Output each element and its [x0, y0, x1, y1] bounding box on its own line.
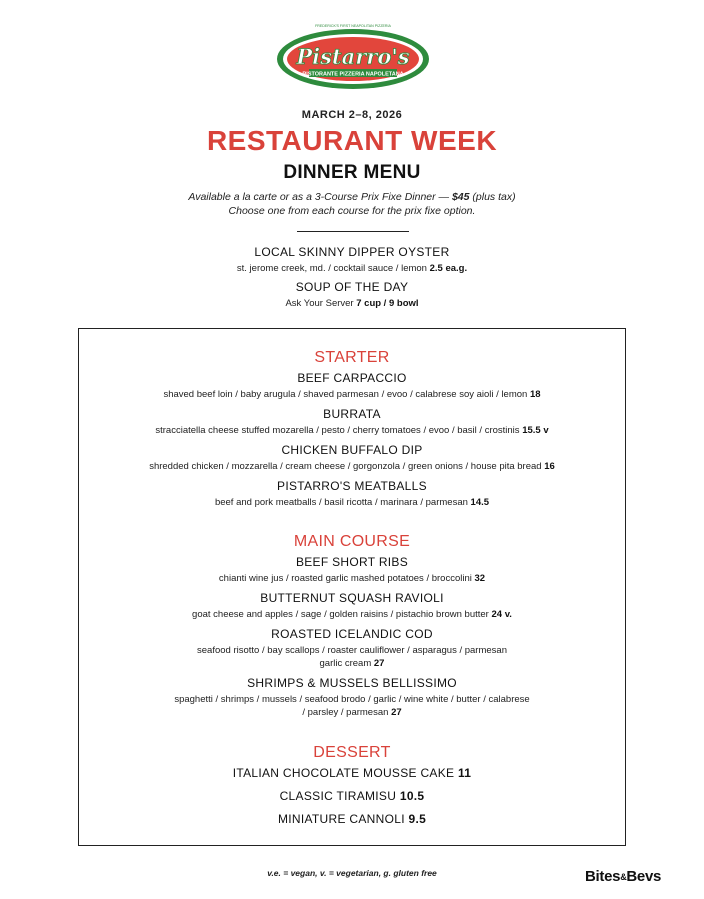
svg-text:RISTORANTE PIZZERIA NAPOLETANA: RISTORANTE PIZZERIA NAPOLETANA: [302, 71, 404, 78]
item-description: [79, 460, 625, 473]
item-name-text: MINIATURE CANNOLI: [277, 812, 409, 826]
item-desc-text: chianti wine jus / roasted garlic mashed potatoes / broccolini: [218, 573, 475, 584]
item-name: ROASTED ICELANDIC COD: [271, 627, 433, 641]
item-price: 16: [544, 461, 555, 472]
menu-item: [79, 591, 625, 621]
item-price: 2.5 ea.g.: [429, 263, 468, 274]
item-description: [79, 424, 625, 437]
menu-item: [79, 627, 625, 670]
item-price: 7 cup / 9 bowl: [356, 298, 419, 309]
item-desc-text: Ask Your Server: [285, 298, 357, 309]
menu-item: [79, 812, 625, 827]
starter-section: [79, 349, 625, 515]
item-price: 9.5: [408, 812, 427, 826]
item-description: [0, 262, 704, 275]
extras-section: [0, 245, 704, 315]
item-name: SOUP OF THE DAY: [295, 280, 409, 294]
svg-text:FREDERICK'S FIRST NEAPOLITAN P: FREDERICK'S FIRST NEAPOLITAN PIZZERIA: [315, 24, 391, 28]
menu-item: [79, 676, 625, 719]
item-name: BEEF SHORT RIBS: [295, 555, 409, 569]
item-description: [79, 572, 625, 585]
menu-item: [79, 443, 625, 473]
item-name: CHICKEN BUFFALO DIP: [281, 443, 423, 457]
item-desc-text: / parsley / parmesan: [302, 707, 392, 718]
menu-item: [79, 479, 625, 509]
item-desc-text: shredded chicken / mozzarella / cream cheese / gorgonzola / green onions / house pita bread: [149, 461, 545, 472]
section-heading: MAIN COURSE: [293, 533, 411, 550]
item-price: 24 v.: [491, 609, 512, 620]
item-name-text: ITALIAN CHOCOLATE MOUSSE CAKE: [232, 766, 458, 780]
section-heading: DESSERT: [313, 744, 391, 761]
item-price: 27: [373, 658, 385, 669]
item-price: 32: [474, 573, 486, 584]
menu-item: [0, 245, 704, 275]
item-name: [79, 766, 625, 781]
item-desc-text: goat cheese and apples / sage / golden raisins / pistachio brown butter: [192, 609, 492, 620]
menu-item: [79, 789, 625, 804]
item-name: SHRIMPS & MUSSELS BELLISSIMO: [247, 676, 457, 690]
item-name: BEEF CARPACCIO: [297, 371, 407, 385]
item-desc-text: seafood risotto / bay scallops / roaster cauliflower / asparagus / parmesan: [197, 645, 507, 656]
item-price: 10.5: [399, 789, 425, 803]
brand-part: Bevs: [626, 868, 662, 885]
item-price: 18: [529, 389, 541, 400]
item-desc-text: shaved beef loin / baby arugula / shaved parmesan / evoo / calabrese soy aioli / lemon: [163, 389, 530, 400]
dessert-section: [79, 744, 625, 835]
bites-and-bevs-logo: [585, 868, 661, 885]
item-price: 27: [391, 707, 402, 718]
section-heading: STARTER: [314, 349, 390, 366]
item-description: [79, 644, 625, 670]
intro-text-a: Available a la carte or as a 3-Course Prix Fixe Dinner —: [188, 191, 452, 203]
item-desc-text: st. jerome creek, md. / cocktail sauce / lemon: [236, 263, 430, 274]
brand-part: Bites: [585, 868, 621, 885]
menu-item: [0, 280, 704, 310]
item-description: [79, 388, 625, 401]
item-name: BUTTERNUT SQUASH RAVIOLI: [260, 591, 444, 605]
brand-amp: &: [620, 872, 627, 883]
page-title: RESTAURANT WEEK: [206, 125, 498, 156]
item-description: [79, 496, 625, 509]
menu-item: [79, 371, 625, 401]
menu-item: [79, 555, 625, 585]
svg-text:Pistarro's: Pistarro's: [296, 44, 410, 69]
dietary-legend: v.e. = vegan, v. = vegetarian, g. gluten free: [267, 868, 437, 878]
item-description: [79, 608, 625, 621]
item-desc-text: spaghetti / shrimps / mussels / seafood brodo / garlic / wine white / butter / calabrese: [174, 694, 530, 705]
item-price: 11: [457, 766, 472, 780]
item-name: [79, 789, 625, 804]
item-description: [79, 693, 625, 719]
divider: [297, 231, 409, 232]
item-name-text: CLASSIC TIRAMISU: [279, 789, 400, 803]
pistarros-logo: [273, 22, 433, 92]
item-price: 14.5: [470, 497, 490, 508]
item-name: [79, 812, 625, 827]
item-desc-text: stracciatella cheese stuffed mozarella / pesto / cherry tomatoes / evoo / basil / crostinis: [155, 425, 523, 436]
intro-text: [0, 190, 704, 218]
prix-fixe-price: $45: [451, 191, 470, 203]
item-name: PISTARRO'S MEATBALLS: [277, 479, 427, 493]
menu-subtitle: DINNER MENU: [283, 162, 421, 183]
intro-text-b: (plus tax): [469, 191, 516, 203]
intro-text-line2: Choose one from each course for the prix fixe option.: [228, 205, 476, 217]
item-description: [0, 297, 704, 310]
prix-fixe-box: [78, 328, 626, 846]
item-desc-text: beef and pork meatballs / basil ricotta / marinara / parmesan: [214, 497, 471, 508]
main-course-section: [79, 533, 625, 725]
item-desc-text: garlic cream: [319, 658, 374, 669]
item-name: LOCAL SKINNY DIPPER OYSTER: [254, 245, 450, 259]
menu-item: [79, 766, 625, 781]
event-dates: MARCH 2–8, 2026: [301, 109, 403, 121]
menu-item: [79, 407, 625, 437]
item-name: BURRATA: [323, 407, 381, 421]
item-price: 15.5 v: [522, 425, 549, 436]
